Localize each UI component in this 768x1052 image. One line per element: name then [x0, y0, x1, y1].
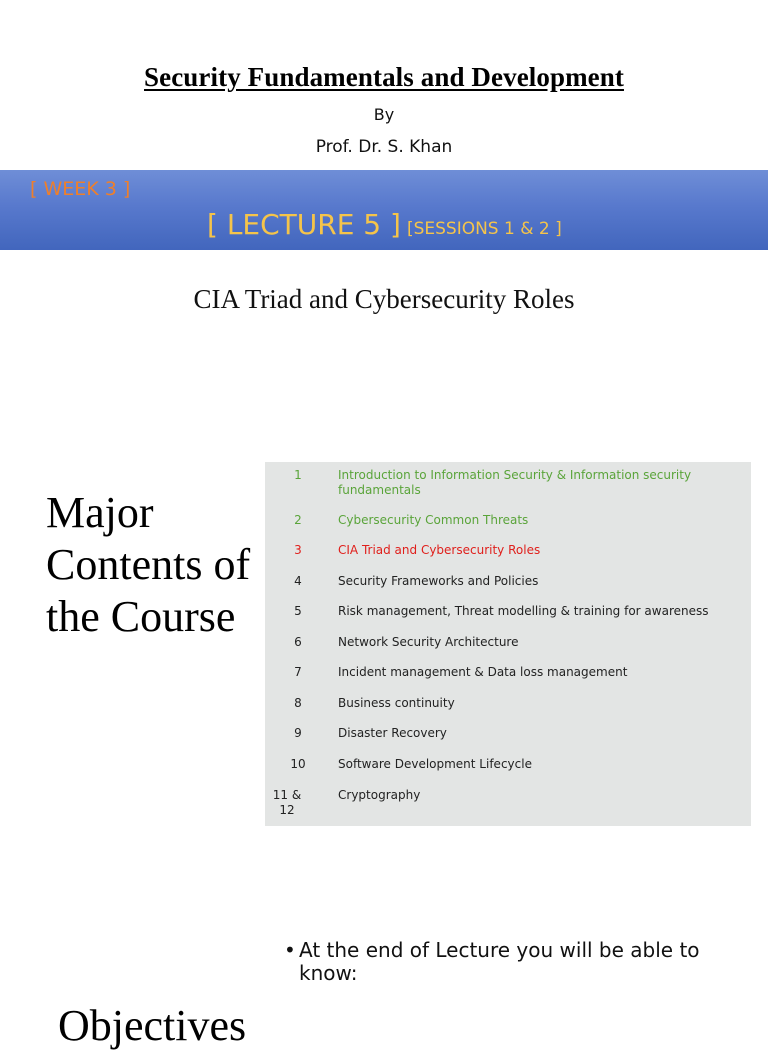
row-number: 1	[294, 468, 302, 482]
row-number: 2	[294, 513, 302, 527]
bullet-text: At the end of Lecture you will be able to know:	[299, 938, 700, 985]
by-label: By	[373, 105, 395, 124]
lecture-label: [ LECTURE 5 ]	[207, 208, 401, 241]
lecture-subtitle: CIA Triad and Cybersecurity Roles	[193, 284, 575, 314]
row-topic: Introduction to Information Security & Information security fundamentals	[338, 468, 692, 497]
week-label: [ WEEK 3 ]	[30, 178, 131, 200]
objectives-bullet	[284, 939, 744, 985]
row-number: 4	[294, 574, 302, 588]
row-number: 5	[294, 604, 302, 618]
row-topic: Cybersecurity Common Threats	[338, 513, 529, 527]
row-number: 6	[294, 635, 302, 649]
course-contents-table	[265, 462, 751, 826]
lecture-banner	[0, 170, 768, 250]
row-topic: Incident management & Data loss management	[338, 665, 628, 679]
bullet-marker: •	[284, 938, 296, 962]
row-topic: Software Development Lifecycle	[338, 757, 532, 771]
row-number: 9	[294, 726, 302, 740]
row-topic: CIA Triad and Cybersecurity Roles	[338, 543, 541, 557]
major-contents-heading: Major Contents of the Course	[46, 488, 251, 641]
sessions-label: [SESSIONS 1 & 2 ]	[406, 219, 562, 239]
document-title: Security Fundamentals and Development	[144, 62, 624, 92]
row-number: 8	[294, 696, 302, 710]
row-topic: Cryptography	[338, 788, 421, 802]
row-topic: Security Frameworks and Policies	[338, 574, 539, 588]
lecture-line	[207, 208, 562, 241]
row-topic: Risk management, Threat modelling & training for awareness	[338, 604, 709, 618]
row-number: 3	[294, 543, 302, 557]
row-number: 10	[290, 757, 306, 771]
objectives-heading: Objectives	[58, 1001, 247, 1050]
row-number: 7	[294, 665, 302, 679]
row-topic: Network Security Architecture	[338, 635, 519, 649]
author-name: Prof. Dr. S. Khan	[315, 137, 453, 157]
row-topic: Disaster Recovery	[338, 726, 447, 740]
row-topic: Business continuity	[338, 696, 455, 710]
row-number: 11 & 12	[272, 788, 302, 817]
